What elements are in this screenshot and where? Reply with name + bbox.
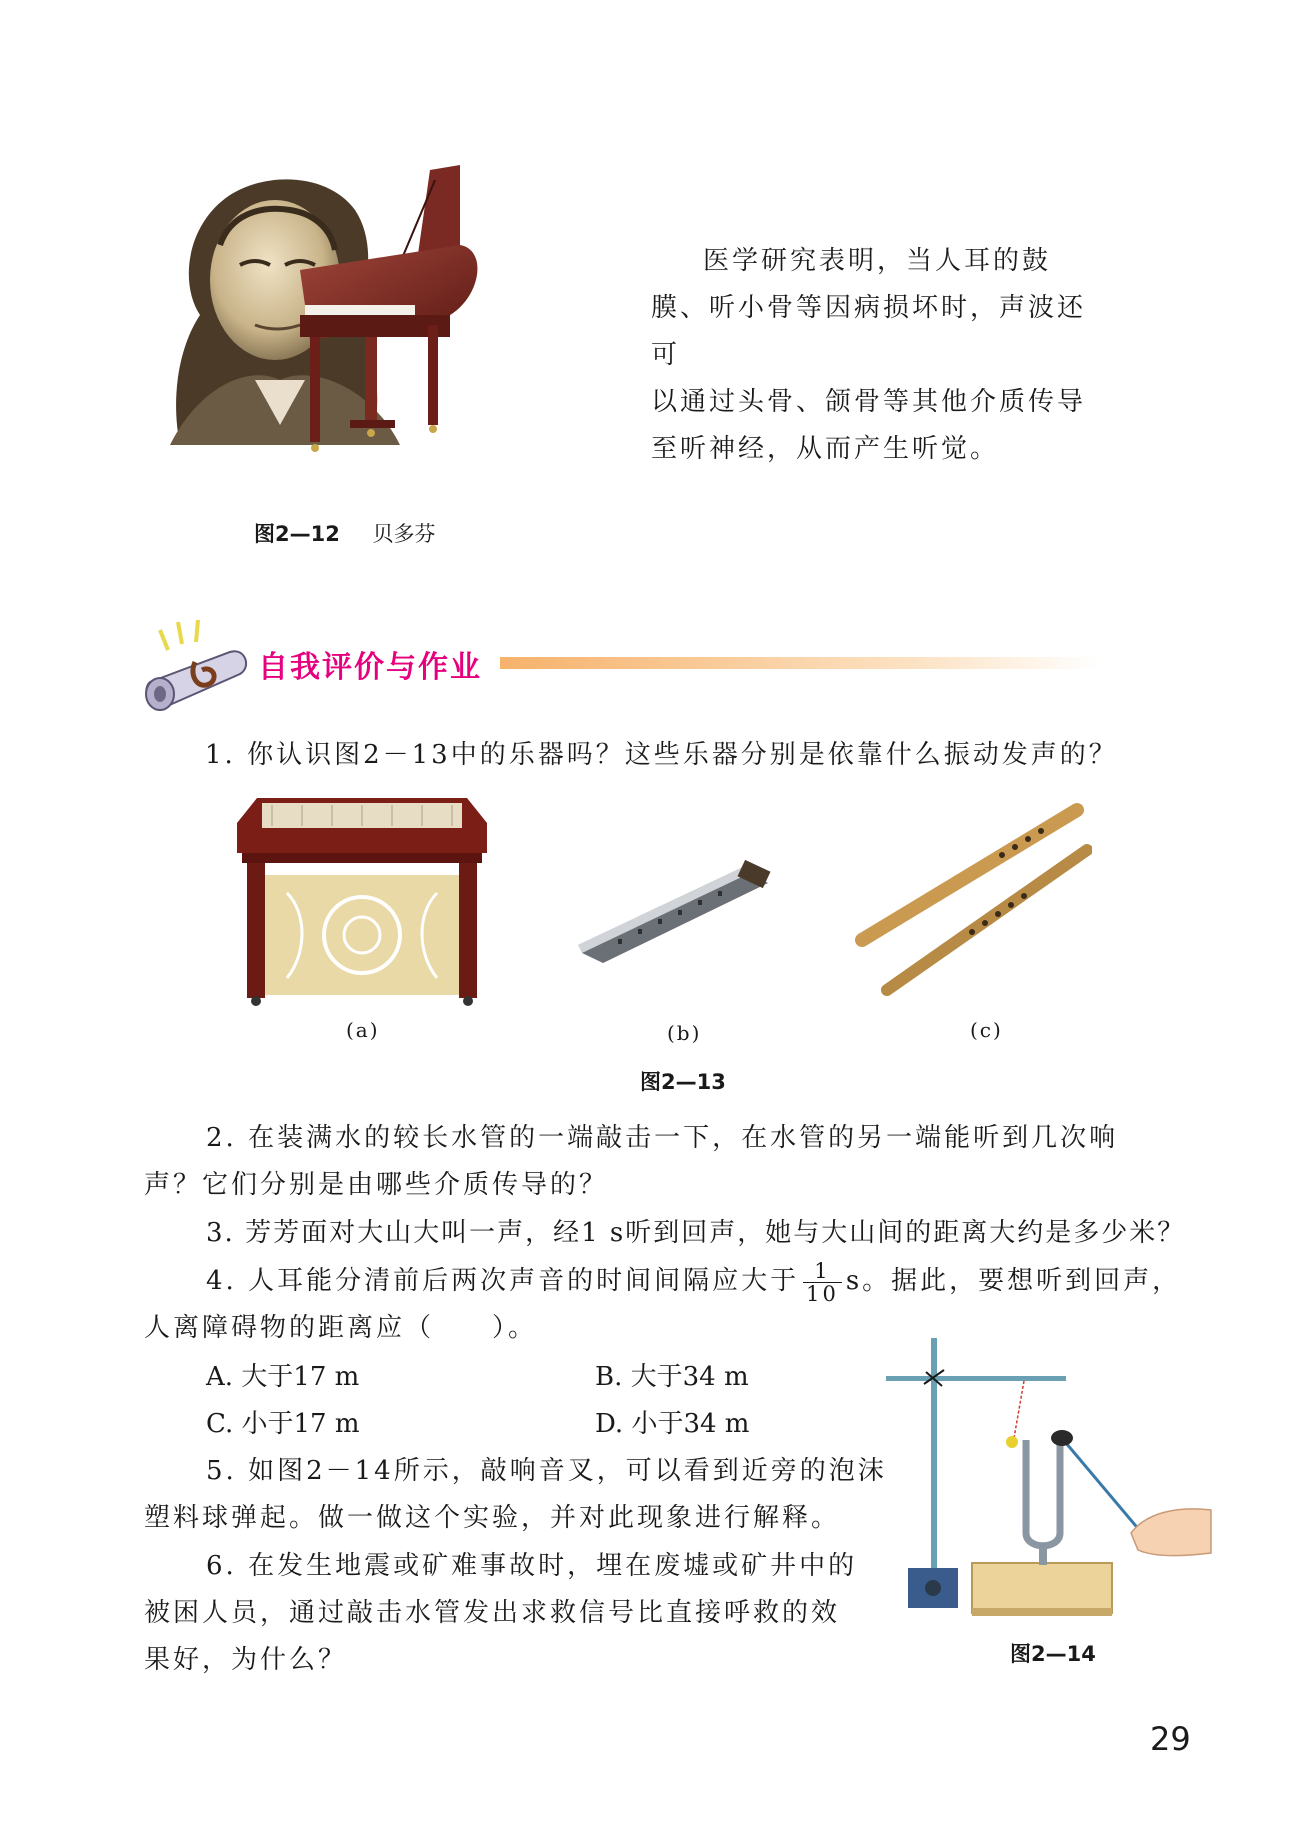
question-6-line-1: 6. 在发生地震或矿难事故时，埋在废墟或矿井中的 [206,1551,858,1581]
fraction [803,1260,842,1305]
option-d: D. 小于34 m [595,1409,750,1439]
option-a: A. 大于17 m [206,1362,360,1392]
side-text-line: 以通过头骨、颌骨等其他介质传导 [651,387,1087,417]
subfigure-label-a: (a) [346,1018,380,1042]
question-5-line-1: 5. 如图2－14所示，敲响音叉，可以看到近旁的泡沫 [206,1456,887,1486]
question-2-line-1: 2. 在装满水的较长水管的一端敲击一下，在水管的另一端能听到几次响 [206,1123,1119,1153]
question-6-line-3: 果好，为什么？ [144,1645,348,1675]
question-2-line-2: 声？它们分别是由哪些介质传导的？ [144,1170,609,1200]
bamboo-flutes-image [852,800,1092,1000]
scroll-icon [140,612,260,722]
harmonica-image [578,855,778,975]
side-text-line: 医学研究表明，当人耳的鼓 [703,246,1052,276]
figure-caption [254,518,436,548]
beethoven-piano-figure [160,165,560,505]
figure-caption-text: 贝多芬 [372,522,436,546]
fraction-numerator: 1 [803,1260,842,1283]
page-number: 29 [1150,1720,1191,1758]
question-3: 3. 芳芳面对大山大叫一声，经1 s听到回声，她与大山间的距离大约是多少米？ [206,1218,1186,1248]
figure-14-caption: 图2—14 [1010,1642,1096,1666]
question-5 [144,1448,887,1542]
question-5-line-2: 塑料球弹起。做一做这个实验，并对此现象进行解释。 [144,1503,841,1533]
figure-13-caption: 图2—13 [640,1070,726,1094]
fraction-denominator: 10 [806,1281,839,1306]
question-6 [144,1543,864,1684]
section-header [140,612,1140,722]
tuning-fork-apparatus [876,1328,1216,1628]
subfigure-label-c: (c) [970,1018,1003,1042]
question-4-text-after: s。据此，要想听到回声， [845,1266,1182,1296]
section-rule [500,657,1100,669]
side-text-line: 膜、听小骨等因病损坏时，声波还可 [651,293,1087,370]
question-4-line-1 [144,1258,1184,1305]
side-text [651,238,1111,473]
figure-caption-label: 图2—12 [254,522,340,546]
question-4-line-2: 人离障碍物的距离应（ ）。 [144,1313,538,1343]
section-title: 自我评价与作业 [258,650,482,685]
option-c: C. 小于17 m [206,1409,360,1439]
yangqin-image [232,793,492,1008]
question-4-text: 4. 人耳能分清前后两次声音的时间间隔应大于 [206,1266,800,1296]
option-b: B. 大于34 m [595,1362,749,1392]
question-1: 1. 你认识图2－13中的乐器吗？这些乐器分别是依靠什么振动发声的？ [205,740,1118,770]
subfigure-label-b: (b) [667,1021,702,1045]
side-text-line: 至听神经，从而产生听觉。 [651,434,1000,464]
question-6-line-2: 被困人员，通过敲击水管发出求救信号比直接呼救的效 [144,1598,841,1628]
question-2 [144,1115,1184,1209]
